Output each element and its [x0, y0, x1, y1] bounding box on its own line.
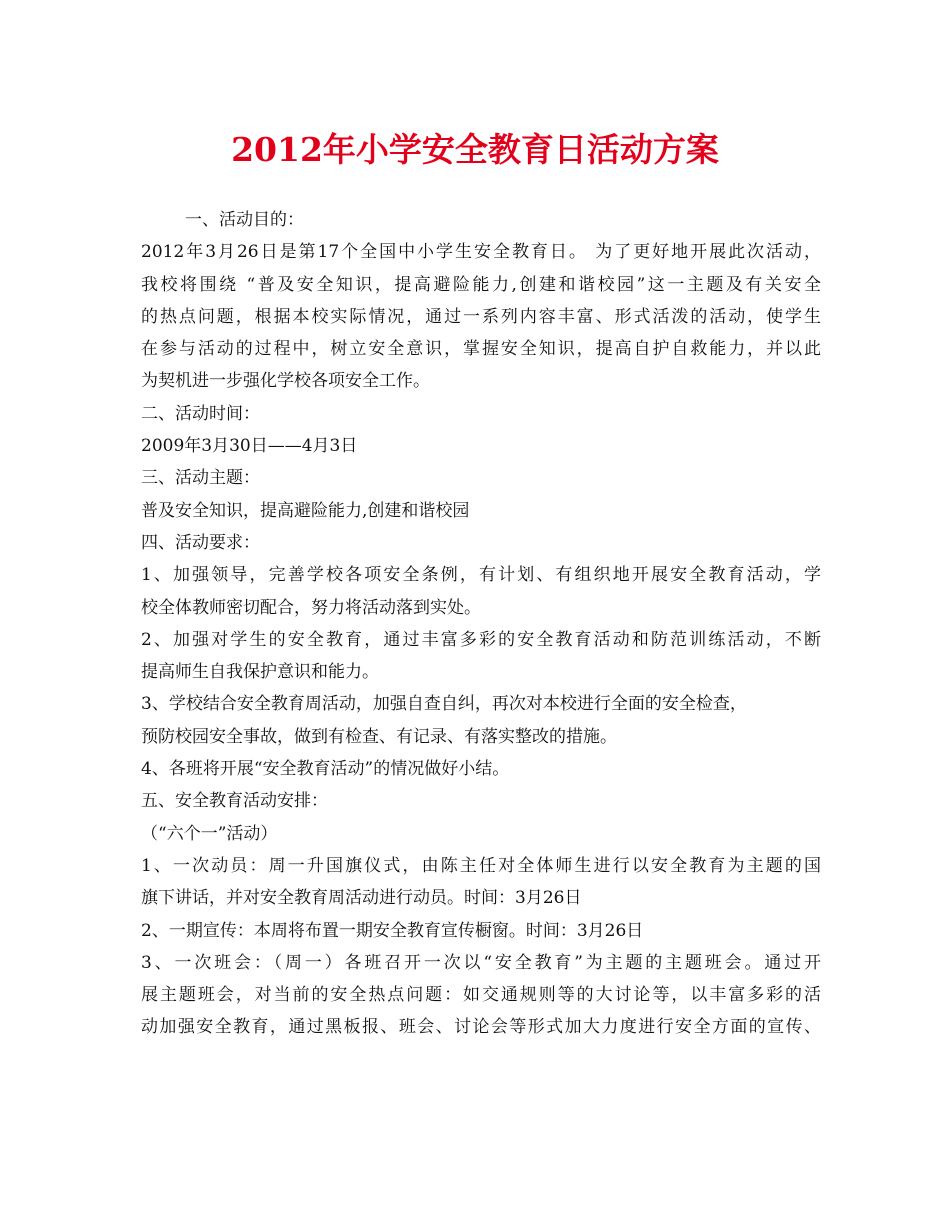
paragraph-line: 旗下讲话，并对安全教育周活动进行动员。时间：3月26日 [141, 888, 582, 909]
document-body [141, 204, 821, 1044]
section-heading-purpose: 一、活动目的： [185, 210, 304, 230]
paragraph-line: 1、一次动员：周一升国旗仪式，由陈主任对全体师生进行以安全教育为主题的国 [141, 855, 821, 876]
paragraph-line: 1、加强领导，完善学校各项安全条例，有计划、有组织地开展安全教育活动，学 [141, 565, 821, 586]
paragraph-line: 2012年3月26日是第17个全国中小学生安全教育日。 为了更好地开展此次活动， [141, 242, 821, 263]
paragraph-line: 3、一次班会：（周一）各班召开一次以“安全教育”为主题的主题班会。通过开 [141, 952, 821, 973]
paragraph-line: 为契机进一步强化学校各项安全工作。 [141, 371, 430, 392]
paragraph-line: 4、各班将开展“安全教育活动”的情况做好小结。 [141, 759, 510, 780]
paragraph-line: 预防校园安全事故，做到有检查、有记录、有落实整改的措施。 [141, 726, 617, 747]
section-heading-requirements: 四、活动要求： [141, 532, 260, 553]
paragraph-line: 普及安全知识，提高避险能力,创建和谐校园 [141, 500, 470, 521]
paragraph-line: 在参与活动的过程中，树立安全意识，掌握安全知识，提高自护自救能力，并以此 [141, 339, 821, 360]
paragraph-line: 2、一期宣传：本周将布置一期安全教育宣传橱窗。时间：3月26日 [141, 920, 644, 941]
paragraph-line: 动加强安全教育，通过黑板报、班会、讨论会等形式加大力度进行安全方面的宣传、 [141, 1017, 821, 1038]
paragraph-line: 我校将围绕 “普及安全知识，提高避险能力,创建和谐校园”这一主题及有关安全 [141, 274, 821, 295]
paragraph-line: 3、学校结合安全教育周活动，加强自查自纠，再次对本校进行全面的安全检查， [141, 694, 747, 715]
paragraph-line: 提高师生自我保护意识和能力。 [141, 662, 379, 683]
paragraph-line: （“六个一”活动） [141, 823, 278, 844]
section-heading-time: 二、活动时间： [141, 403, 260, 424]
paragraph-line: 2009年3月30日——4月3日 [141, 436, 358, 457]
paragraph-line: 校全体教师密切配合，努力将活动落到实处。 [141, 597, 481, 618]
paragraph-line: 的热点问题，根据本校实际情况，通过一系列内容丰富、形式活泼的活动，使学生 [141, 306, 821, 327]
paragraph-line: 2、加强对学生的安全教育，通过丰富多彩的安全教育活动和防范训练活动，不断 [141, 629, 821, 650]
paragraph-line: 展主题班会，对当前的安全热点问题：如交通规则等的大讨论等，以丰富多彩的活 [141, 985, 821, 1006]
document-title: 2012年小学安全教育日活动方案 [231, 130, 719, 169]
section-heading-theme: 三、活动主题： [141, 468, 260, 489]
section-heading-arrangement: 五、安全教育活动安排： [141, 791, 328, 812]
